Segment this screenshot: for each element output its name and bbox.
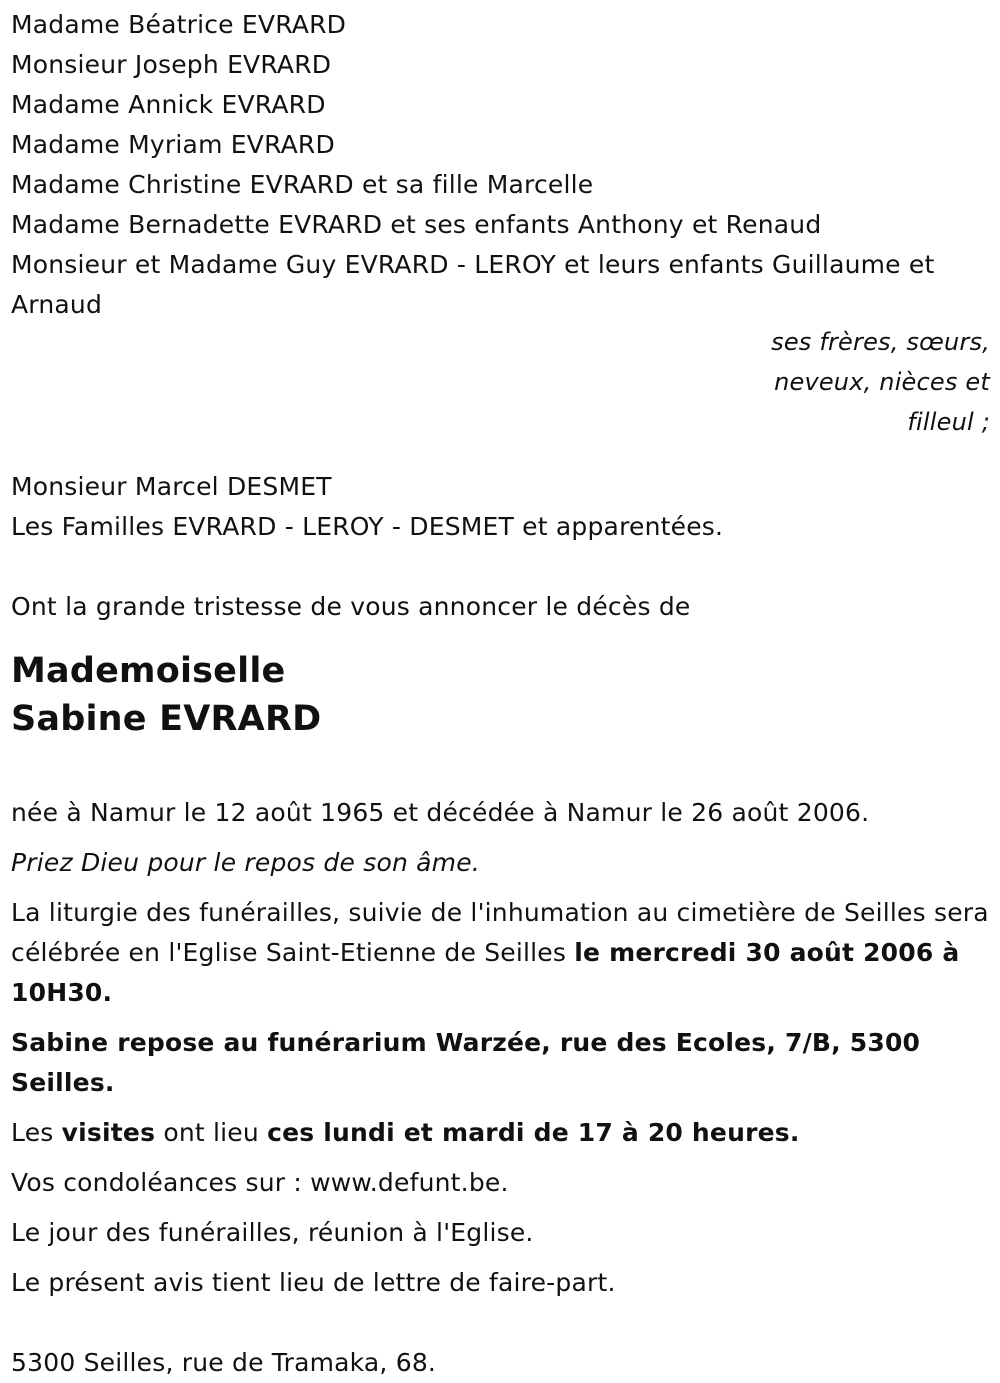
relation-line: filleul ; xyxy=(907,408,990,436)
other-family-member: Les Familles EVRARD - LEROY - DESMET et apparentées. xyxy=(11,512,724,541)
notice-text: Le présent avis tient lieu de lettre de faire-part. xyxy=(11,1268,616,1297)
liturgy-paragraph xyxy=(11,893,990,1013)
family-member: Madame Myriam EVRARD xyxy=(11,130,335,159)
family-members-list xyxy=(11,5,990,325)
address-text: 5300 Seilles, rue de Tramaka, 68. xyxy=(11,1348,437,1377)
deceased-name: Sabine EVRARD xyxy=(11,699,322,739)
visits-paragraph xyxy=(11,1113,990,1153)
deceased-name-block xyxy=(11,647,990,743)
announcement-text: Ont la grande tristesse de vous annoncer le décès de xyxy=(11,592,691,621)
liturgy-date: le mercredi 30 août 2006 à 10H30. xyxy=(11,938,960,1007)
family-relation xyxy=(760,322,990,442)
family-member: Madame Christine EVRARD et sa fille Marcelle xyxy=(11,170,594,199)
family-member: Monsieur et Madame Guy EVRARD - LEROY et leurs enfants Guillaume et Arnaud xyxy=(11,250,935,319)
deceased-title: Mademoiselle xyxy=(11,651,286,691)
family-member: Monsieur Joseph EVRARD xyxy=(11,50,332,79)
other-family-member: Monsieur Marcel DESMET xyxy=(11,472,332,501)
relation-line: ses frères, sœurs, xyxy=(771,328,990,356)
visits-word: visites xyxy=(61,1118,156,1147)
visits-time: ces lundi et mardi de 17 à 20 heures. xyxy=(267,1118,800,1147)
condolences-text: Vos condoléances sur : www.defunt.be. xyxy=(11,1168,509,1197)
family-member: Madame Béatrice EVRARD xyxy=(11,10,347,39)
visits-prefix: Les xyxy=(11,1118,62,1147)
liturgy-text: La liturgie des funérailles, suivie de l'inhumation au cimetière de Seilles sera célébrée en l'Eglise Saint-Etienne de Seilles xyxy=(11,898,989,967)
death-notice xyxy=(11,0,990,1383)
family-member: Madame Annick EVRARD xyxy=(11,90,326,119)
other-family-list xyxy=(11,467,990,547)
rest-place-text: Sabine repose au funérarium Warzée, rue des Ecoles, 7/B, 5300 Seilles. xyxy=(11,1028,921,1097)
family-member: Madame Bernadette EVRARD et ses enfants Anthony et Renaud xyxy=(11,210,822,239)
birth-death-dates: née à Namur le 12 août 1965 et décédée à Namur le 26 août 2006. xyxy=(11,798,870,827)
prayer-text: Priez Dieu pour le repos de son âme. xyxy=(11,848,480,877)
meeting-text: Le jour des funérailles, réunion à l'Eglise. xyxy=(11,1218,534,1247)
relation-line: neveux, nièces et xyxy=(774,368,990,396)
visits-middle: ont lieu xyxy=(155,1118,268,1147)
